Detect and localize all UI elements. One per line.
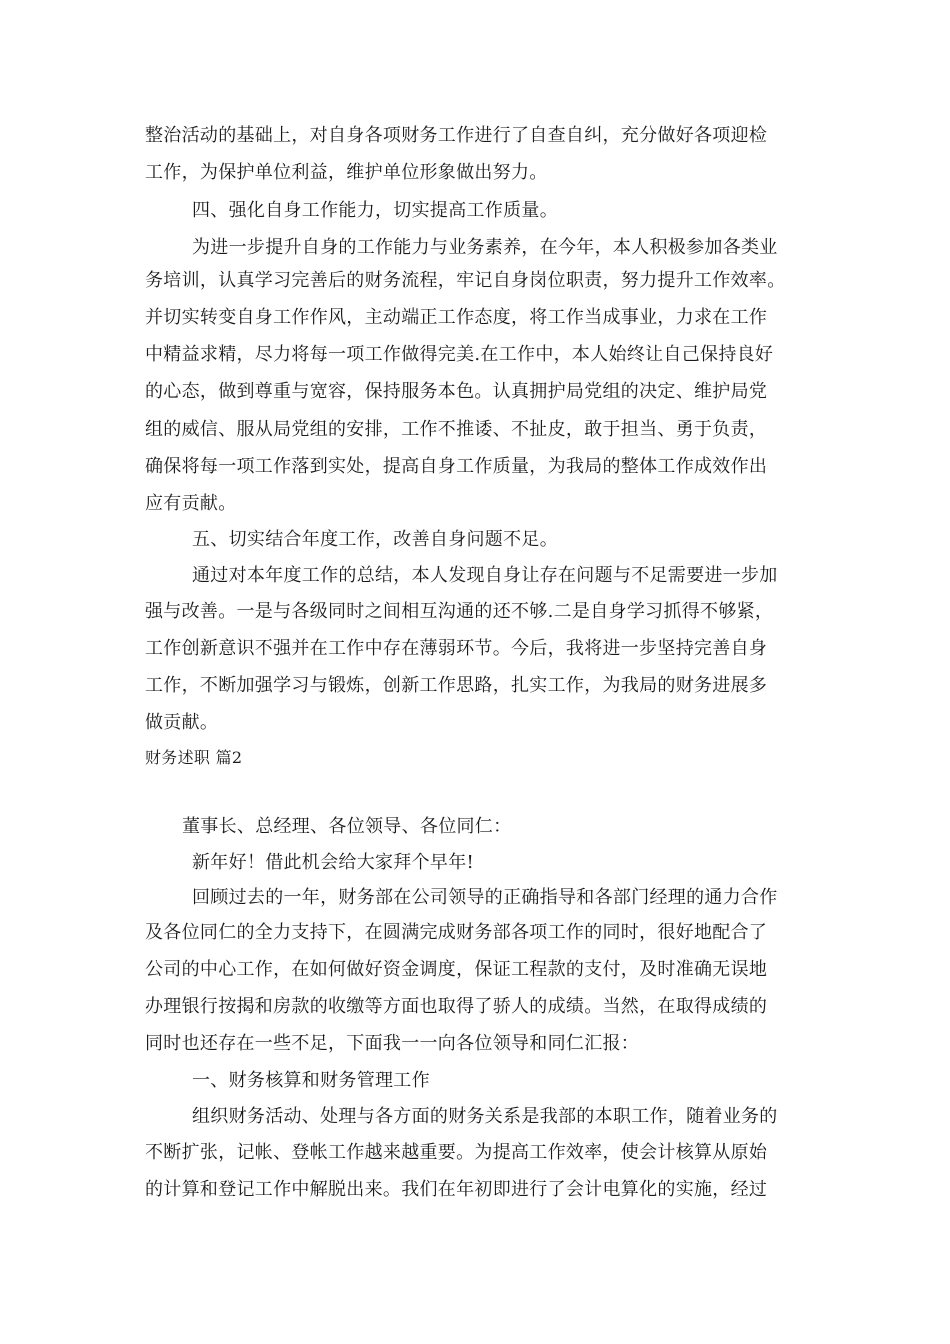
paragraph-line: 强与改善。一是与各级同时之间相互沟通的还不够.二是自身学习抓得不够紧， (145, 601, 774, 622)
paragraph-line: 通过对本年度工作的总结，本人发现自身让存在问题与不足需要进一步加 (192, 565, 778, 586)
paragraph-line: 组的威信、服从局党组的安排，工作不推诿、不扯皮，敢于担当、勇于负责， (145, 419, 768, 440)
paragraph-line: 公司的中心工作，在如何做好资金调度，保证工程款的支付，及时准确无误地 (145, 959, 768, 980)
paragraph-line: 务培训，认真学习完善后的财务流程，牢记自身岗位职责，努力提升工作效率。 (145, 270, 786, 291)
paragraph-line: 的计算和登记工作中解脱出来。我们在年初即进行了会计电算化的实施，经过 (145, 1179, 768, 1200)
paragraph-line: 办理银行按揭和房款的收缴等方面也取得了骄人的成绩。当然，在取得成绩的 (145, 996, 768, 1017)
paragraph-line: 并切实转变自身工作作风，主动端正工作态度，将工作当成事业，力求在工作 (145, 307, 768, 328)
paragraph-line: 做贡献。 (145, 712, 219, 733)
paragraph-line: 应有贡献。 (145, 493, 237, 514)
paragraph-line: 工作创新意识不强并在工作中存在薄弱环节。今后，我将进一步坚持完善自身 (145, 638, 768, 659)
paragraph-line: 及各位同仁的全力支持下，在圆满完成财务部各项工作的同时，很好地配合了 (145, 922, 768, 943)
document-title: 财务述职 篇2 (145, 748, 243, 767)
paragraph-line: 的心态，做到尊重与宽容，保持服务本色。认真拥护局党组的决定、维护局党 (145, 381, 768, 402)
paragraph-line: 不断扩张，记帐、登帐工作越来越重要。为提高工作效率，使会计核算从原始 (145, 1142, 768, 1163)
salutation: 董事长、总经理、各位领导、各位同仁： (182, 816, 512, 837)
paragraph-line: 回顾过去的一年，财务部在公司领导的正确指导和各部门经理的通力合作 (192, 887, 778, 908)
paragraph-line: 中精益求精，尽力将每一项工作做得完美.在工作中，本人始终让自己保持良好 (145, 344, 774, 365)
section-heading: 一、财务核算和财务管理工作 (192, 1070, 430, 1091)
paragraph-line: 组织财务活动、处理与各方面的财务关系是我部的本职工作，随着业务的 (192, 1106, 778, 1127)
paragraph-line: 为进一步提升自身的工作能力与业务素养，在今年，本人积极参加各类业 (192, 237, 778, 258)
paragraph-line: 确保将每一项工作落到实处，提高自身工作质量，为我局的整体工作成效作出 (145, 456, 768, 477)
paragraph-line: 工作，为保护单位利益，维护单位形象做出努力。 (145, 162, 548, 183)
paragraph-line: 同时也还存在一些不足，下面我一一向各位领导和同仁汇报： (145, 1033, 640, 1054)
section-heading: 四、强化自身工作能力，切实提高工作质量。 (192, 200, 558, 221)
paragraph-line: 新年好！借此机会给大家拜个早年! (192, 852, 475, 873)
paragraph-line: 工作，不断加强学习与锻炼，创新工作思路，扎实工作，为我局的财务进展多 (145, 675, 768, 696)
paragraph-line: 整治活动的基础上，对自身各项财务工作进行了自查自纠，充分做好各项迎检 (145, 125, 768, 146)
section-heading: 五、切实结合年度工作，改善自身问题不足。 (192, 529, 558, 550)
